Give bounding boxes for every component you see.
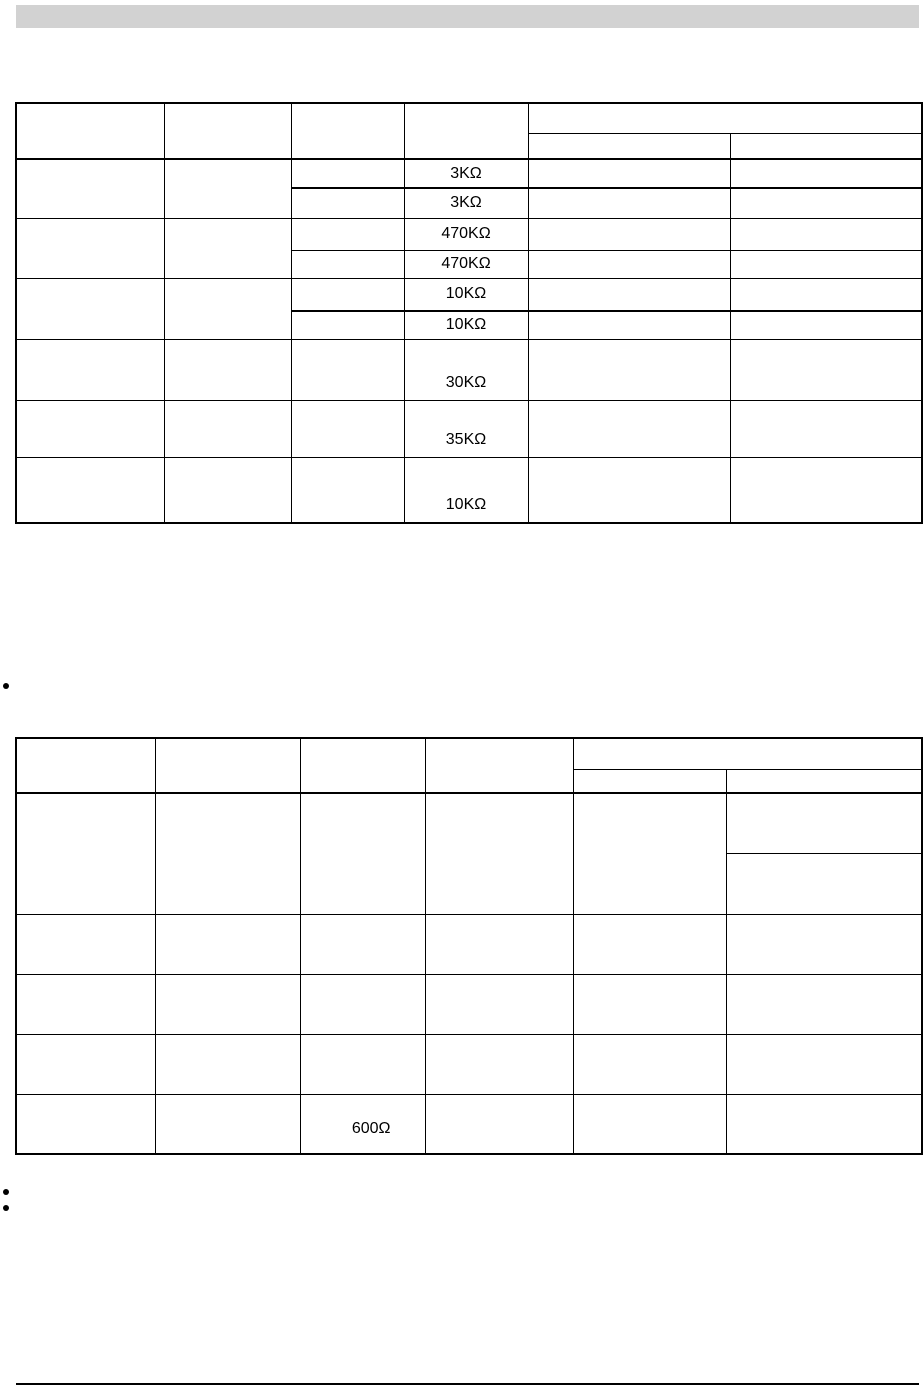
table-cell (291, 311, 404, 339)
impedance-cell: 10KΩ (404, 311, 528, 339)
table-cell (291, 159, 404, 188)
section-header-band (16, 5, 919, 28)
header-cell (155, 738, 300, 793)
table-cell (528, 159, 730, 188)
table-cell (291, 218, 404, 250)
table-cell (573, 1094, 726, 1154)
table-cell (291, 188, 404, 218)
table-cell (164, 400, 291, 457)
table-cell (155, 914, 300, 974)
table-cell (16, 793, 155, 914)
table-cell (16, 1034, 155, 1094)
table-cell (300, 974, 425, 1034)
subheader-cell (528, 133, 730, 159)
header-cell (164, 103, 291, 159)
table-cell (300, 1034, 425, 1094)
table-cell (164, 457, 291, 523)
table-cell (730, 339, 922, 400)
table-cell (16, 218, 164, 278)
table-cell (164, 159, 291, 218)
table-cell (726, 1034, 922, 1094)
output-spec-table (15, 737, 923, 1155)
table-cell (16, 339, 164, 400)
table-cell (291, 457, 404, 523)
table-cell (16, 974, 155, 1034)
impedance-cell: 35KΩ (404, 400, 528, 457)
table-cell (16, 457, 164, 523)
impedance-cell: 30KΩ (404, 339, 528, 400)
table-cell (528, 311, 730, 339)
table-cell (730, 278, 922, 311)
table-cell (573, 974, 726, 1034)
table-cell (16, 914, 155, 974)
table-cell (528, 339, 730, 400)
table-cell (528, 250, 730, 278)
table-cell (573, 1034, 726, 1094)
table-cell (16, 278, 164, 339)
table-cell (16, 159, 164, 218)
bullet-dot (3, 1205, 9, 1211)
table-cell (16, 1094, 155, 1154)
table-cell (730, 218, 922, 250)
table-cell (726, 1094, 922, 1154)
table-cell (155, 793, 300, 914)
table-cell (16, 400, 164, 457)
table-cell (726, 914, 922, 974)
table-cell (573, 793, 726, 914)
table-cell (300, 793, 425, 914)
table-cell (425, 793, 573, 914)
subheader-cell (730, 133, 922, 159)
subheader-cell (726, 769, 922, 793)
table-cell (726, 793, 922, 853)
table-cell (528, 400, 730, 457)
table-cell (291, 339, 404, 400)
table-cell (425, 1034, 573, 1094)
table-cell (528, 218, 730, 250)
table-cell (730, 457, 922, 523)
header-cell (291, 103, 404, 159)
header-group-cell (573, 738, 922, 769)
table-cell (300, 914, 425, 974)
table-cell (726, 974, 922, 1034)
header-cell (404, 103, 528, 159)
table-cell (164, 218, 291, 278)
impedance-cell: 470KΩ (404, 250, 528, 278)
impedance-cell: 10KΩ (404, 278, 528, 311)
bullet-dot (3, 683, 9, 689)
table-cell (730, 311, 922, 339)
table-cell (425, 914, 573, 974)
table-cell (726, 853, 922, 914)
impedance-cell: 3KΩ (404, 159, 528, 188)
impedance-cell: 600Ω (300, 1094, 425, 1154)
header-cell (300, 738, 425, 793)
bullet-dot (3, 1189, 9, 1195)
impedance-cell: 470KΩ (404, 218, 528, 250)
table-cell (528, 457, 730, 523)
table-cell (164, 339, 291, 400)
table-cell (528, 188, 730, 218)
table-cell (155, 974, 300, 1034)
impedance-cell: 10KΩ (404, 457, 528, 523)
table-cell (155, 1034, 300, 1094)
header-cell (425, 738, 573, 793)
header-cell (16, 103, 164, 159)
table-cell (730, 188, 922, 218)
table-cell (573, 914, 726, 974)
table-cell (164, 278, 291, 339)
subheader-cell (573, 769, 726, 793)
table-cell (155, 1094, 300, 1154)
table-cell (291, 278, 404, 311)
table-cell (291, 250, 404, 278)
table-cell (730, 400, 922, 457)
table-cell (291, 400, 404, 457)
input-spec-table (15, 102, 923, 524)
table-cell (425, 1094, 573, 1154)
table-cell (730, 159, 922, 188)
table-cell (425, 974, 573, 1034)
table-cell (730, 250, 922, 278)
header-group-cell (528, 103, 922, 133)
impedance-cell: 3KΩ (404, 188, 528, 218)
table-cell (528, 278, 730, 311)
header-cell (16, 738, 155, 793)
footer-rule (16, 1383, 919, 1385)
